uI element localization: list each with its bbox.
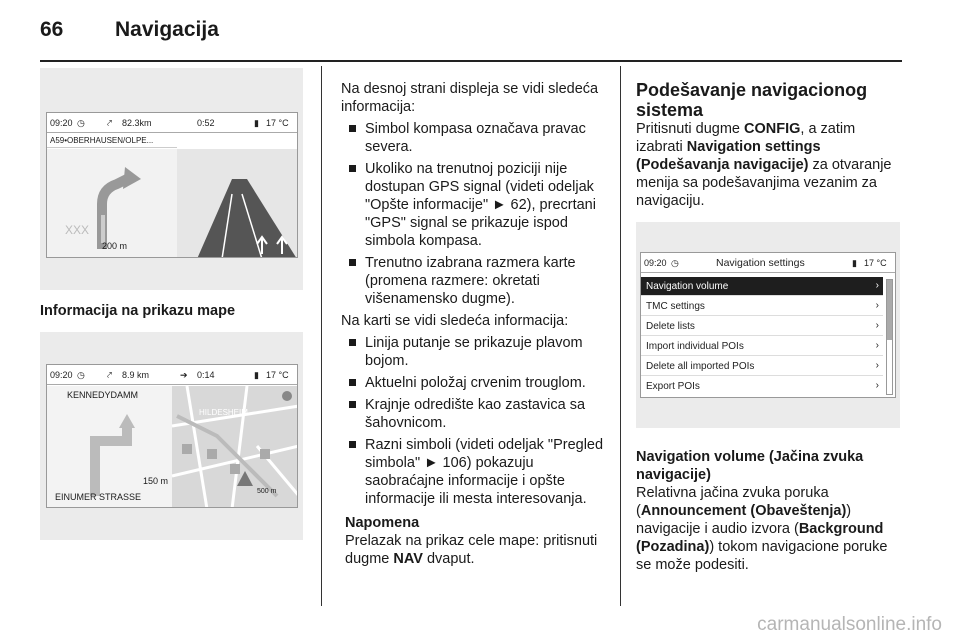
text-part: ) navigacije i audio izvora ( [636, 503, 852, 537]
figure-caption: Informacija na prikazu mape [40, 303, 236, 319]
street-name-bottom: EINUMER STRASSE [55, 492, 142, 502]
text-part: Relativna jačina zvuka poruka ( [636, 485, 829, 519]
screen-route [46, 112, 298, 258]
screen-map [46, 364, 298, 508]
turn-distance-label: 200 m [102, 241, 128, 251]
clock-icon: ◷ [77, 118, 85, 128]
chevron-right-icon: › [875, 360, 879, 371]
clock-icon: ◷ [77, 370, 85, 380]
nav-button-label: NAV [393, 551, 423, 567]
settings-menu [641, 275, 895, 398]
menu-item-label: Navigation volume [646, 281, 729, 292]
announcement-label: Announcement (Obaveštenja) [640, 503, 847, 519]
distance-label: 82.3km [122, 118, 152, 128]
list-item: Krajnje odredište kao zastavica sa šahovnicom. [341, 396, 609, 432]
chevron-right-icon: › [875, 280, 879, 291]
status-bar [47, 365, 297, 385]
clock-icon: ◷ [671, 258, 679, 268]
temperature-label: 17 °C [266, 370, 289, 380]
status-bar [641, 253, 895, 273]
distance-icon: ⤤ [107, 118, 113, 128]
menu-item-label: Import individual POIs [646, 341, 744, 352]
list-item: Linija putanje se prikazuje plavom bojom. [341, 334, 609, 370]
status-bar [47, 113, 297, 133]
temperature-label: 17 °C [864, 258, 887, 268]
chevron-right-icon: › [875, 320, 879, 331]
time-label: 09:20 [50, 118, 73, 128]
menu-item-label: Delete lists [646, 321, 695, 332]
temperature-label: 17 °C [266, 118, 289, 128]
background-label: Background (Pozadina) [636, 521, 884, 555]
road-label: A59•OBERHAUSEN/OLPE... [47, 134, 177, 148]
page-ref-icon: ► [424, 455, 439, 471]
list-item-text: Ukoliko na trenutnoj poziciji nije dostupan GPS signal (videti odeljak "Opšte informacije" [365, 161, 594, 213]
watermark: carmanualsonline.info [757, 614, 942, 635]
distance-label: 8.9 km [122, 370, 150, 380]
header-rule [40, 60, 902, 62]
paragraph: Na karti se vidi sledeća informacija: [341, 313, 569, 329]
text-part: Pritisnuti dugme [636, 121, 744, 137]
list-item-text: 62), precrtani "GPS" signal se prikazuje ispod simbola kompasa. [365, 197, 596, 249]
list-item: Simbol kompasa označava pravac severa. [341, 120, 609, 156]
menu-item-delete-imported-pois[interactable] [641, 357, 883, 376]
right-column [636, 80, 904, 210]
eta-label: 0:52 [197, 118, 215, 128]
list-item-text: Razni simboli (videti odeljak "Pregled simbola" [365, 437, 604, 471]
screen-title: Navigation settings [716, 257, 805, 269]
list-item [341, 436, 609, 508]
list-item [341, 160, 609, 250]
chevron-right-icon: › [875, 380, 879, 391]
menu-item-label: Export POIs [646, 381, 700, 392]
config-paragraph [636, 120, 904, 210]
menu-item-export-pois[interactable] [641, 377, 883, 396]
volume-paragraph [636, 484, 904, 574]
page-title: Navigacija [115, 18, 219, 41]
menu-item-label: Delete all imported POIs [646, 361, 755, 372]
list-item-text: 106) pokazuju saobraćajne informacije i opšte informacije ili mesta interesovanja. [365, 455, 587, 507]
text-part: za otvaranje menija sa podešavanjima vezanim za navigaciju. [636, 157, 892, 209]
list-item: Aktuelni položaj crvenim trouglom. [341, 374, 609, 392]
text-part: ) tokom navigacione poruke se može podesiti. [636, 539, 888, 573]
text-part: , a zatim izabrati [636, 121, 856, 155]
section-heading: Podešavanje navigacionog sistema [636, 80, 868, 120]
chevron-right-icon: › [875, 300, 879, 311]
note-title: Napomena [345, 515, 420, 531]
column-divider [321, 66, 322, 606]
chevron-right-icon: › [875, 340, 879, 351]
right-column-lower [636, 448, 904, 574]
menu-item-label: TMC settings [646, 301, 705, 312]
eta-label: 0:14 [197, 370, 215, 380]
subsection-heading: Navigation volume (Jačina zvuka navigacije) [636, 449, 864, 483]
middle-column [341, 80, 609, 568]
time-label: 09:20 [644, 258, 667, 268]
screen-settings [640, 252, 896, 398]
distance-icon: ⤤ [107, 370, 113, 380]
menu-item-import-pois[interactable] [641, 337, 883, 356]
menu-name: Navigation settings (Podešavanja navigacije) [636, 139, 821, 173]
svg-text:XXX: XXX [65, 223, 90, 237]
temperature-icon: ▮ [254, 118, 259, 128]
menu-item-tmc-settings[interactable] [641, 297, 883, 316]
map-scale-label: 500 m [257, 488, 277, 495]
figure-navigation-settings [636, 222, 900, 428]
column-divider [620, 66, 621, 606]
route-graphic [47, 149, 298, 258]
time-label: 09:20 [50, 370, 73, 380]
note-text [341, 532, 609, 568]
menu-item-navigation-volume[interactable] [641, 277, 883, 296]
note-text-part: dvaput. [422, 551, 475, 567]
list-item: Trenutno izabrana razmera karte (promena razmere: okretati višenamensko dugme). [341, 254, 609, 308]
page-number: 66 [40, 18, 64, 41]
destination-arrow-icon: ➔ [180, 370, 188, 380]
temperature-icon: ▮ [254, 370, 259, 380]
page-ref-icon: ► [492, 197, 507, 213]
menu-item-delete-lists[interactable] [641, 317, 883, 336]
scrollbar[interactable] [886, 279, 893, 395]
note-text-part: Prelazak na prikaz cele mape: pritisnuti dugme [345, 533, 598, 567]
temperature-icon: ▮ [852, 258, 857, 268]
turn-distance-label: 150 m [143, 476, 169, 486]
intro-paragraph: Na desnoj strani displeja se vidi sledeća informacija: [341, 81, 599, 115]
figure-map-view [40, 332, 303, 540]
street-name-top: KENNEDYDAMM [67, 390, 139, 400]
figure-route-guidance [40, 68, 303, 290]
city-label: HILDESHEIM [199, 408, 248, 417]
config-button-label: CONFIG [744, 121, 801, 137]
